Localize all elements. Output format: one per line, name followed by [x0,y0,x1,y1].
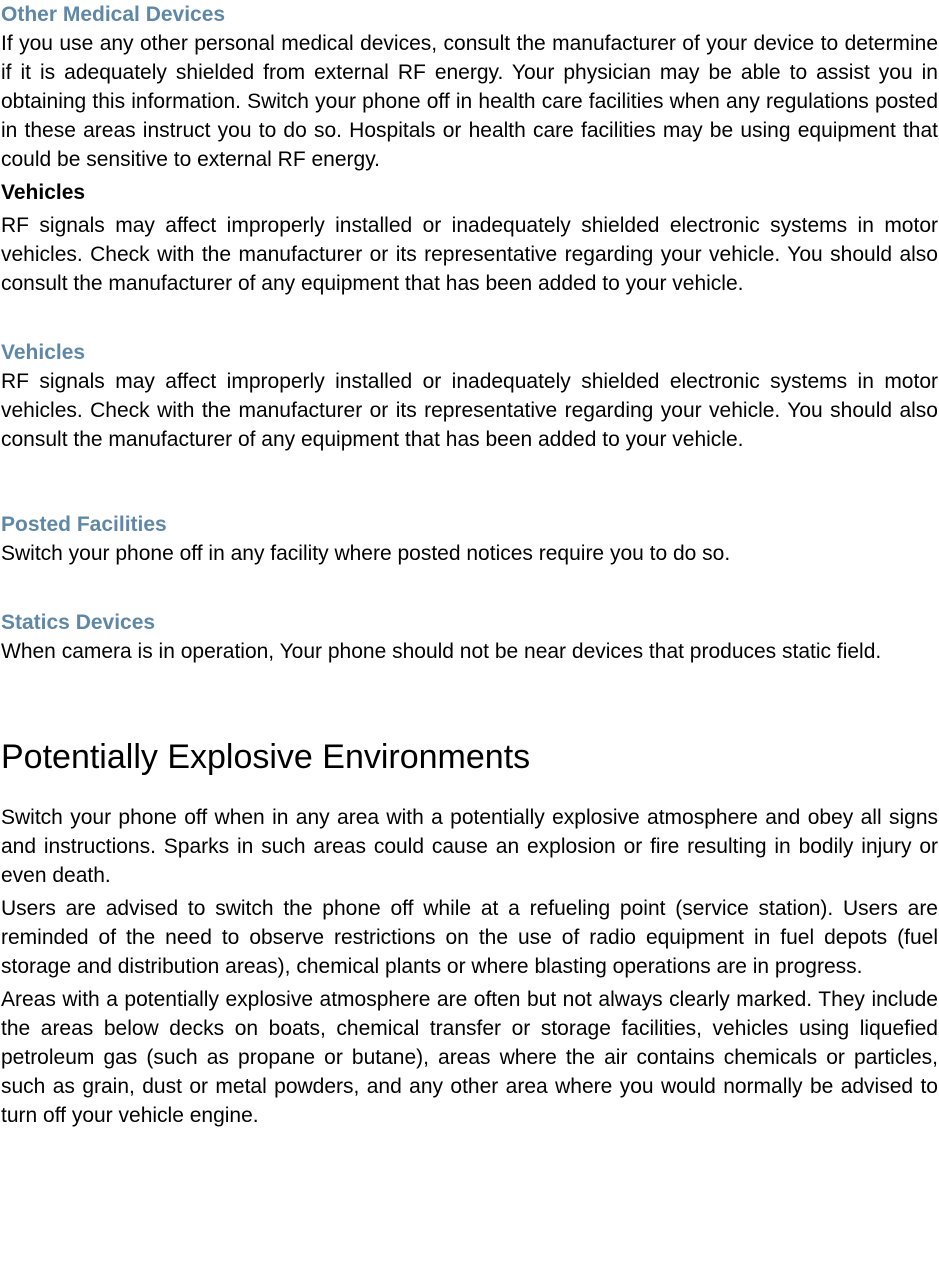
paragraph-vehicles-second: RF signals may affect improperly installed or inadequately shielded electronic systems in motor vehicles. Check with the manufacturer or its representative regarding your vehicle. You should also consult the manufacturer of any equipment that has been added to your vehicle. [1,370,938,451]
subheading-other-medical-devices: Other Medical Devices [1,3,226,26]
heading-potentially-explosive-environments: Potentially Explosive Environments [1,738,531,776]
section-potentially-explosive-environments [1,737,938,1130]
section-vehicles-first [1,178,938,298]
subheading-vehicles-second: Vehicles [1,341,86,364]
paragraph-explosive-1: Switch your phone off when in any area with a potentially explosive atmosphere and obey all signs and instructions. Sparks in such areas could cause an explosion or fire resulting in bodily injury or even death. [1,806,938,887]
subheading-posted-facilities: Posted Facilities [1,513,167,536]
paragraph-explosive-3: Areas with a potentially explosive atmosphere are often but not always clearly marked. They include the areas below decks on boats, chemical transfer or storage facilities, vehicles using liquefied petroleum gas (such as propane or butane), areas where the air contains chemicals or particles, such as grain, dust or metal powders, and any other area where you would normally be advised to turn off your vehicle engine. [1,988,938,1127]
paragraph-vehicles-first: RF signals may affect improperly installed or inadequately shielded electronic systems in motor vehicles. Check with the manufacturer or its representative regarding your vehicle. You should also consult the manufacturer of any equipment that has been added to your vehicle. [1,214,938,295]
paragraph-explosive-2: Users are advised to switch the phone off while at a refueling point (service station). Users are reminded of the need to observe restrictions on the use of radio equipment in fuel depots (fuel storage and distribution areas), chemical plants or where blasting operations are in progress. [1,897,938,978]
subheading-vehicles-first: Vehicles [1,181,86,204]
document-page [1,0,938,1130]
paragraph-statics-devices: When camera is in operation, Your phone should not be near devices that produces static field. [1,640,882,663]
section-vehicles-second [1,338,938,454]
paragraph-posted-facilities: Switch your phone off in any facility where posted notices require you to do so. [1,542,731,565]
subheading-statics-devices: Statics Devices [1,611,156,634]
section-statics-devices [1,608,938,666]
section-posted-facilities [1,510,938,568]
section-other-medical-devices [1,0,938,174]
paragraph-other-medical-devices: If you use any other personal medical devices, consult the manufacturer of your device to determine if it is adequately shielded from external RF energy. Your physician may be able to assist you in obtaining this information. Switch your phone off in health care facilities when any regulations posted in these areas instruct you to do so. Hospitals or health care facilities may be using equipment that could be sensitive to external RF energy. [1,32,938,171]
